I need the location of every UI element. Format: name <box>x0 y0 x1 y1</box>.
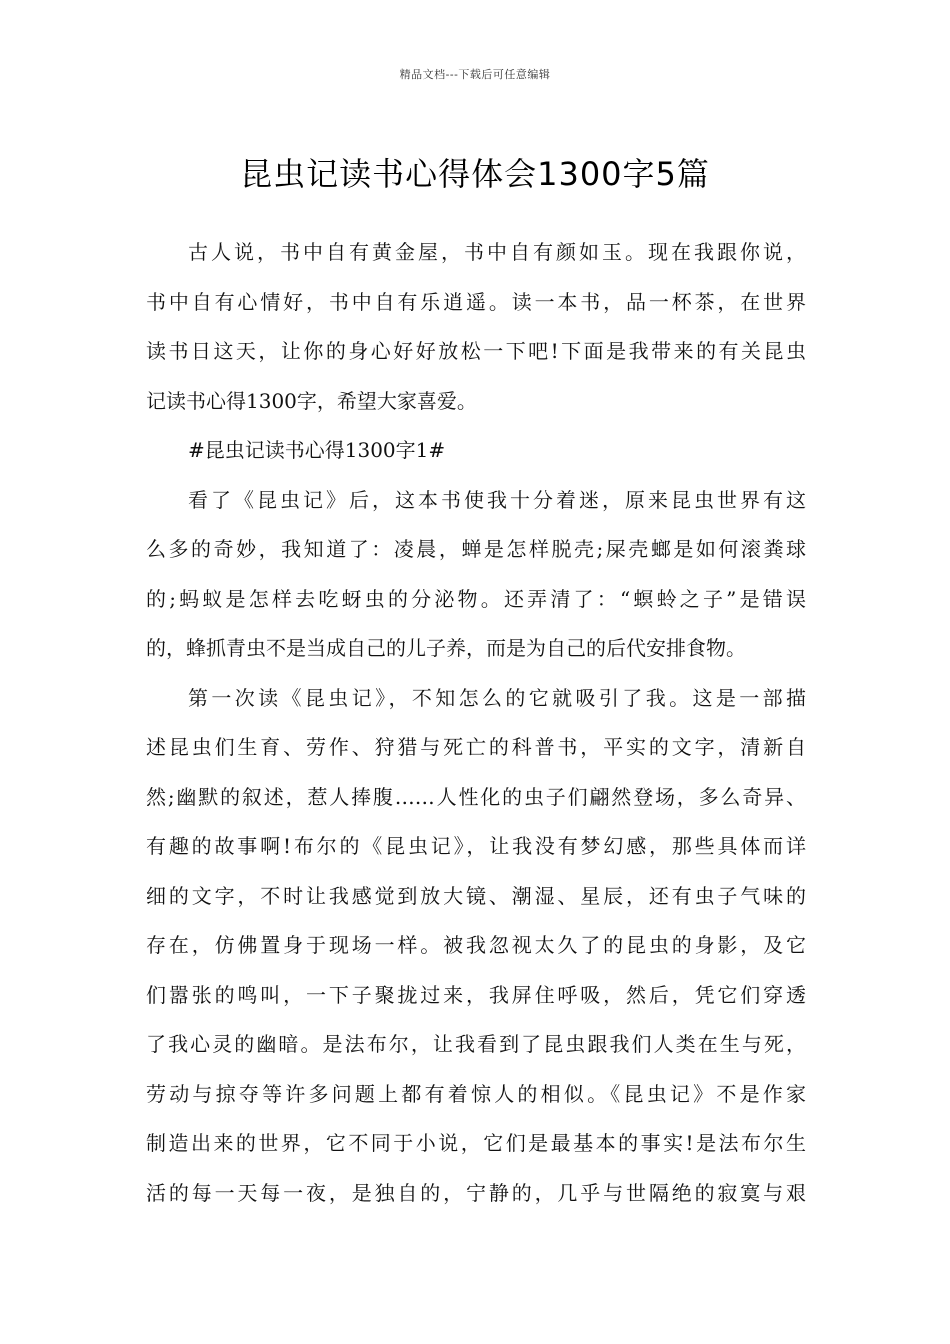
document-body <box>146 232 806 1222</box>
text-line: 的;蚂蚁是怎样去吃蚜虫的分泌物。还弄清了：“螟蛉之子”是错误 <box>146 586 806 611</box>
text-line: 记读书心得1300字，希望大家喜爱。 <box>146 388 477 413</box>
text-line: 然;幽默的叙述，惹人捧腹……人性化的虫子们翩然登场，多么奇异、 <box>146 784 806 809</box>
document-title: 昆虫记读书心得体会1300字5篇 <box>240 155 710 194</box>
text-line: 有趣的故事啊!布尔的《昆虫记》，让我没有梦幻感，那些具体而详 <box>146 834 806 858</box>
text-line: #昆虫记读书心得1300字1# <box>188 438 446 462</box>
text-line: 制造出来的世界，它不同于小说，它们是最基本的事实!是法布尔生 <box>146 1131 806 1155</box>
text-line: 古人说，书中自有黄金屋，书中自有颜如玉。现在我跟你说， <box>188 240 806 264</box>
text-line: 书中自有心情好，书中自有乐逍遥。读一本书，品一杯茶，在世界 <box>146 289 806 314</box>
header-note: 精品文档---下载后可任意编辑 <box>399 68 551 81</box>
text-line: 看了《昆虫记》后，这本书使我十分着迷，原来昆虫世界有这 <box>188 487 806 512</box>
text-line: 存在，仿佛置身于现场一样。被我忽视太久了的昆虫的身影，及它 <box>146 933 806 957</box>
text-line: 述昆虫们生育、劳作、狩猎与死亡的科普书，平实的文字，清新自 <box>146 735 806 759</box>
text-line: 的，蜂抓青虫不是当成自己的儿子养，而是为自己的后代安排食物。 <box>146 636 746 660</box>
text-line: 们嚣张的鸣叫，一下子聚拢过来，我屏住呼吸，然后，凭它们穿透 <box>146 982 806 1007</box>
text-line: 活的每一天每一夜，是独自的，宁静的，几乎与世隔绝的寂寞与艰 <box>146 1180 806 1205</box>
text-line: 细的文字，不时让我感觉到放大镜、潮湿、星辰，还有虫子气味的 <box>146 883 806 908</box>
text-line: 了我心灵的幽暗。是法布尔，让我看到了昆虫跟我们人类在生与死， <box>146 1032 806 1056</box>
text-line: 读书日这天，让你的身心好好放松一下吧!下面是我带来的有关昆虫 <box>146 339 806 363</box>
text-line: 么多的奇妙，我知道了：凌晨，蝉是怎样脱壳;屎壳螂是如何滚粪球 <box>146 537 806 561</box>
text-line: 劳动与掠夺等许多问题上都有着惊人的相似。《昆虫记》不是作家 <box>146 1081 806 1106</box>
text-line: 第一次读《昆虫记》，不知怎么的它就吸引了我。这是一部描 <box>188 685 806 710</box>
